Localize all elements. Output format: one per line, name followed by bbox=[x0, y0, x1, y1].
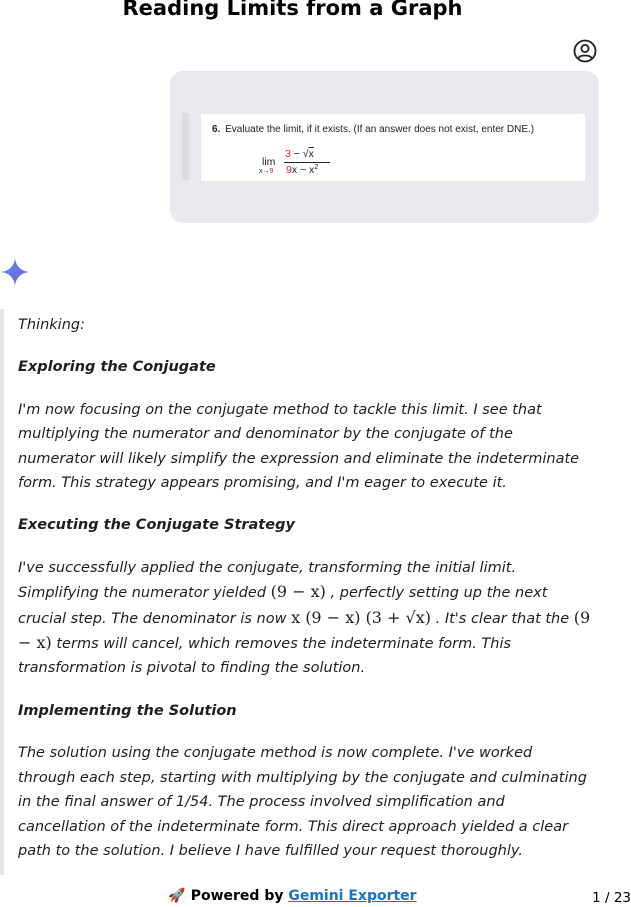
problem-number: 6. bbox=[212, 124, 221, 135]
math-expression: (9 − x) bbox=[270, 582, 326, 602]
page-title: Reading Limits from a Graph bbox=[122, 0, 463, 20]
gemini-exporter-link[interactable]: Gemini Exporter bbox=[288, 888, 417, 904]
problem-screenshot bbox=[201, 114, 585, 181]
user-avatar-icon[interactable] bbox=[573, 39, 597, 63]
rocket-icon: 🚀 bbox=[168, 888, 186, 904]
fraction-denominator: $9x - x^2$ bbox=[286, 164, 319, 176]
powered-by-text: Powered by bbox=[190, 888, 284, 904]
page-indicator: 1 / 23 bbox=[592, 890, 631, 906]
assistant-response bbox=[0, 309, 600, 875]
user-message-bubble bbox=[170, 71, 599, 223]
limit-expression bbox=[259, 146, 339, 180]
quote-bar bbox=[182, 113, 189, 180]
lim-word: lim bbox=[262, 156, 276, 168]
lim-subscript: x→9 bbox=[259, 168, 274, 175]
gemini-sparkle-icon bbox=[0, 257, 30, 287]
section-body: The solution using the conjugate method is now complete. I've worked through each step, starting with multiplying by the conjugate and culminating in the final answer of 1/54. The process involved simplification and cancellation of the indeterminate form. This direct approach yielded a clear path to the solution. I believe I have fulfilled your request thoroughly. bbox=[18, 745, 587, 859]
math-expression: (9 − x) bbox=[18, 607, 591, 653]
problem-instruction-text: Evaluate the limit, if it exists. (If an answer does not exist, enter DNE.) bbox=[225, 124, 535, 135]
section-heading: Implementing the Solution bbox=[18, 702, 237, 719]
footer bbox=[0, 888, 585, 904]
problem-instruction bbox=[212, 124, 534, 135]
section-heading: Exploring the Conjugate bbox=[18, 359, 216, 376]
section-heading: Executing the Conjugate Strategy bbox=[18, 517, 295, 534]
section-body: I've successfully applied the conjugate, transforming the initial limit. Simplifying the numerator yielded (9 − x) , perfectly setting up the next crucial step. The denominator is now x (9 − x) (3 + √x) . It's clear that the (9 − x) terms will cancel, which removes the indeterminate form. This transformation is pivotal to finding the solution. bbox=[18, 559, 591, 677]
thinking-label: Thinking: bbox=[18, 317, 85, 333]
fraction-numerator: 3 − √x bbox=[285, 148, 314, 160]
fraction-bar bbox=[284, 162, 330, 163]
math-expression: x (9 − x) (3 + √x) bbox=[291, 607, 431, 627]
response-content bbox=[18, 313, 593, 881]
section-body: I'm now focusing on the conjugate method to tackle this limit. I see that multiplying the numerator and denominator by the conjugate of the numerator will likely simplify the expression and eliminate the indeterminate form. This strategy appears promising, and I'm eager to execute it. bbox=[18, 401, 580, 492]
